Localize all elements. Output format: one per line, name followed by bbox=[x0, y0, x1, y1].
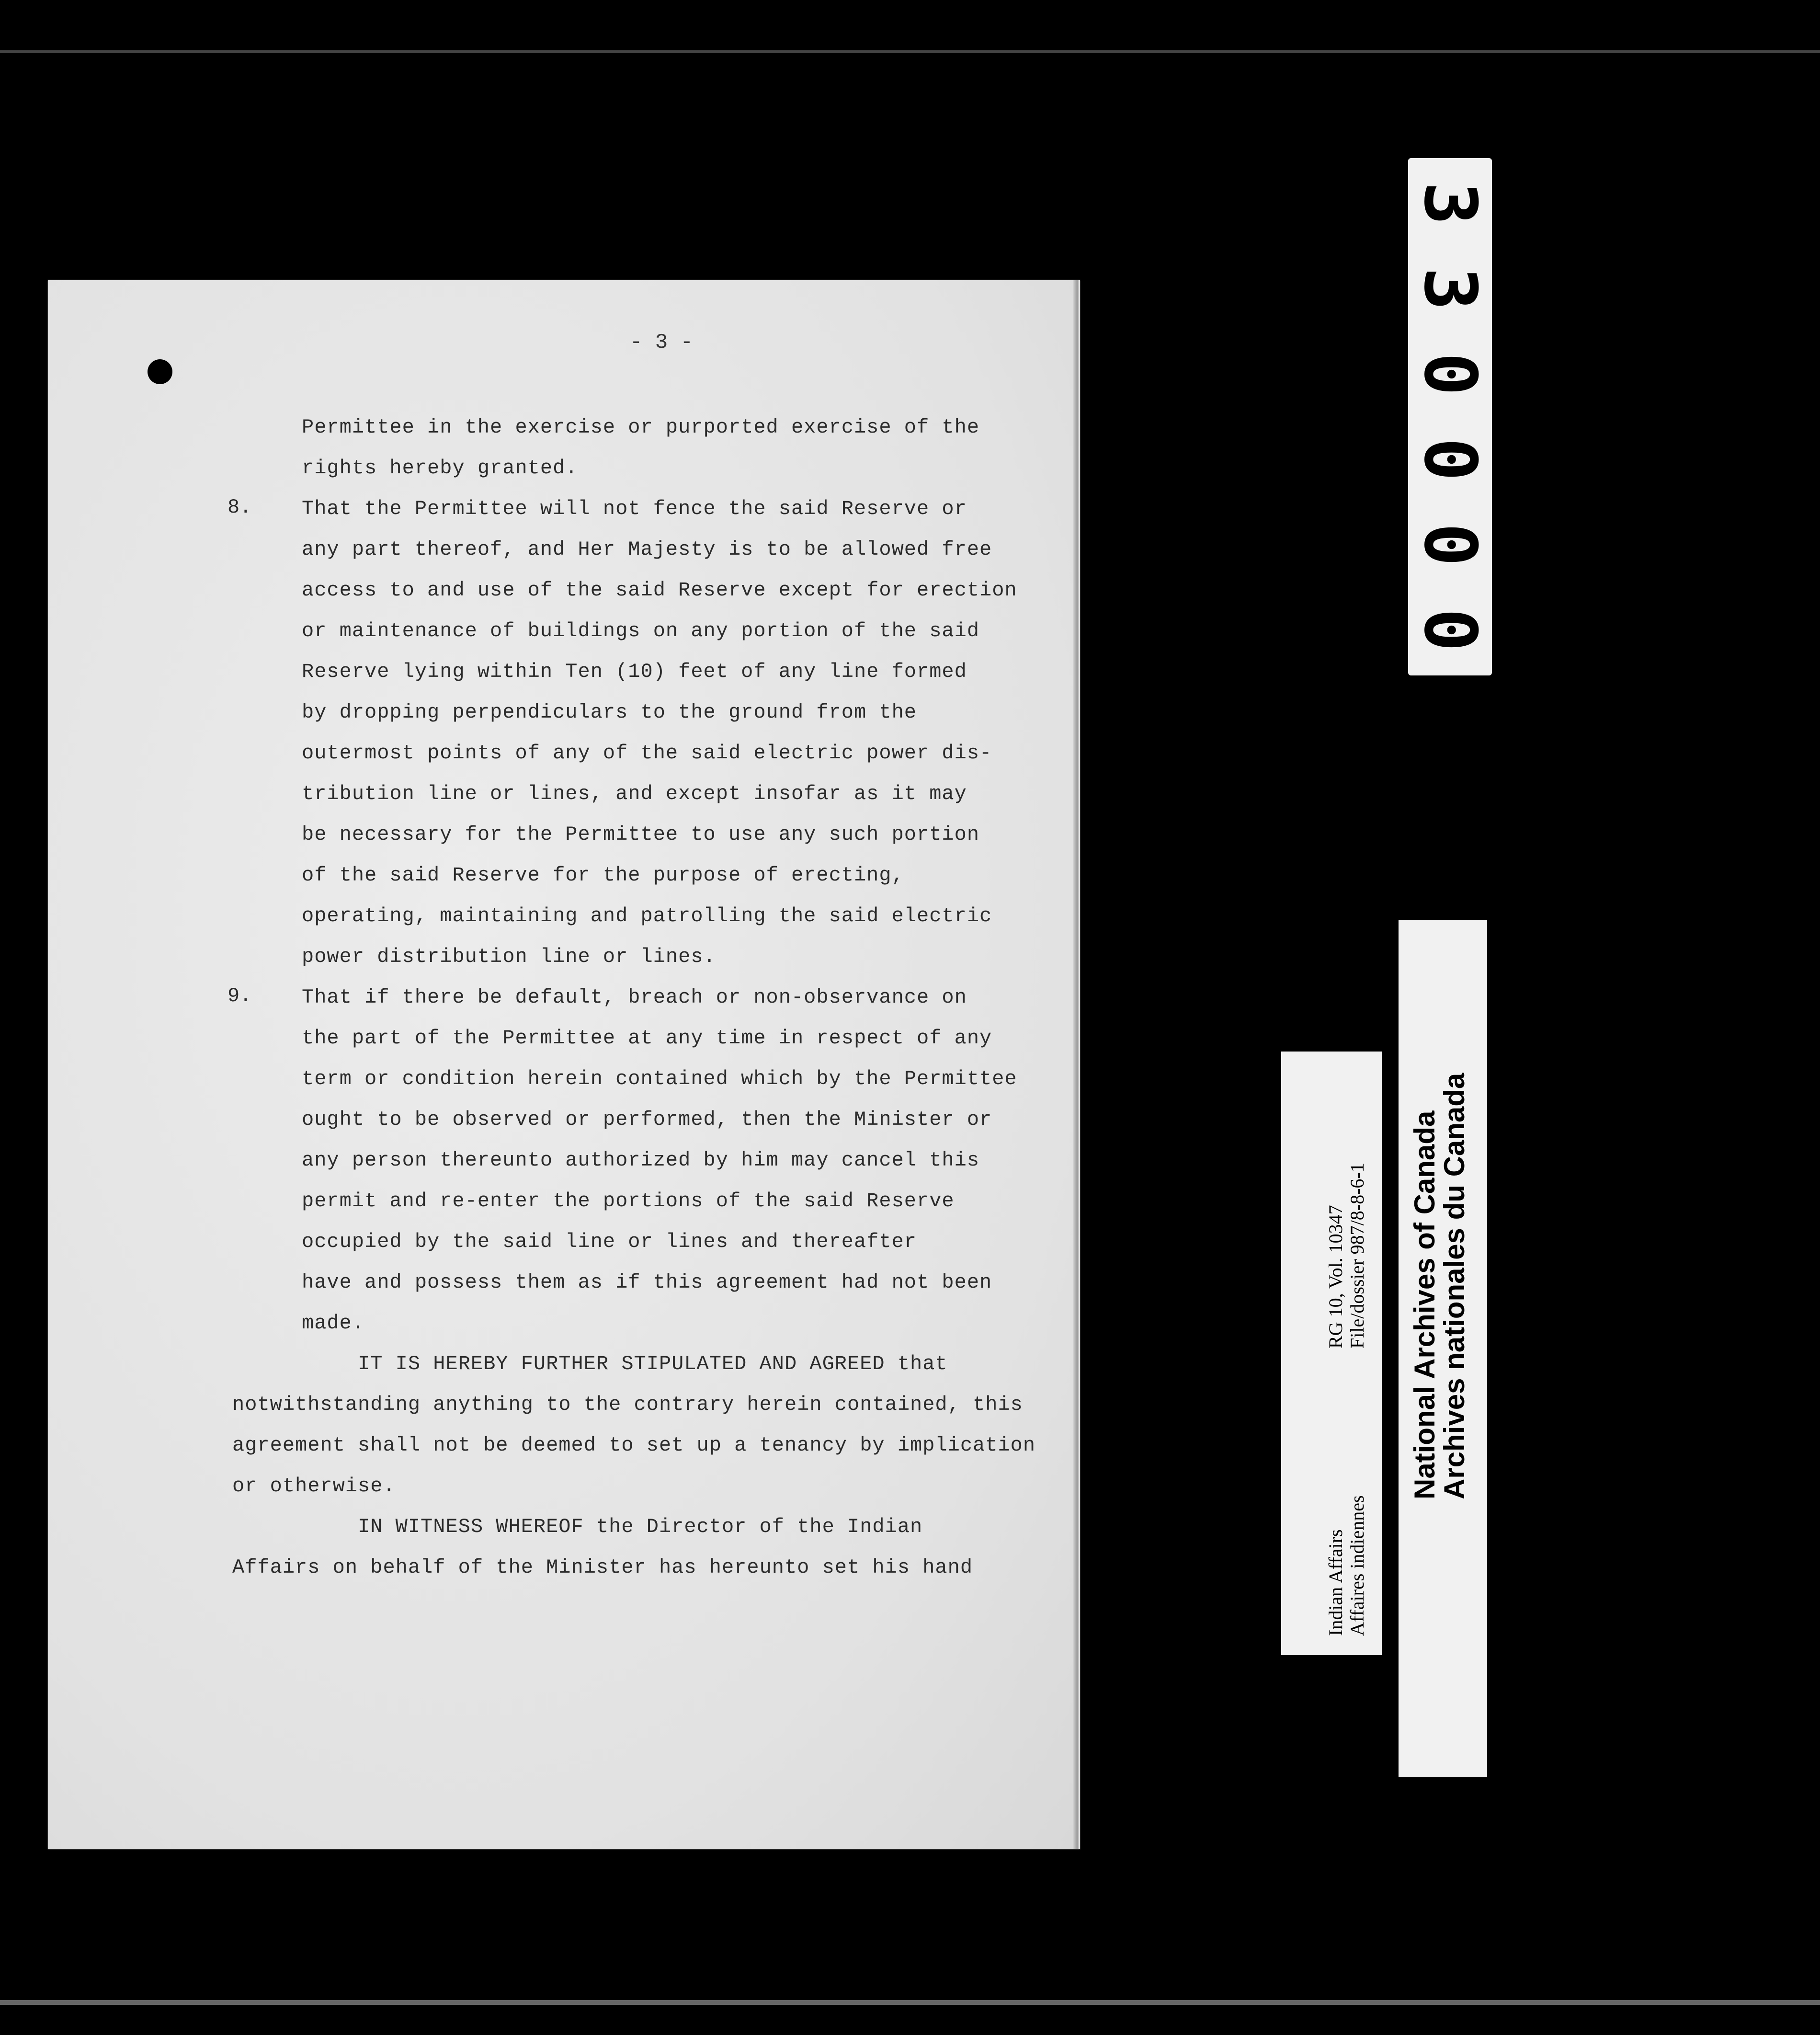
department-fr: Affaires indiennes bbox=[1346, 1495, 1368, 1636]
clause-number: 8. bbox=[228, 496, 252, 519]
reference-file: File/dossier 987/8-8-6-1 bbox=[1346, 1163, 1368, 1349]
document-page bbox=[48, 280, 1080, 1849]
text-line: IT IS HEREBY FURTHER STIPULATED AND AGREED that bbox=[232, 1352, 948, 1375]
text-line: or otherwise. bbox=[232, 1475, 396, 1498]
text-line: agreement shall not be deemed to set up a tenancy by implication bbox=[232, 1434, 1036, 1457]
text-line: Permittee in the exercise or purported exercise of the bbox=[302, 416, 980, 439]
text-line: IN WITNESS WHEREOF the Director of the Indian bbox=[232, 1515, 923, 1538]
film-edge-top bbox=[0, 50, 1820, 53]
frame-number bbox=[1408, 168, 1492, 666]
department-en: Indian Affairs bbox=[1325, 1529, 1346, 1636]
text-line: any person thereunto authorized by him may cancel this bbox=[302, 1149, 980, 1172]
text-line: That the Permittee will not fence the said Reserve or bbox=[302, 497, 967, 520]
text-line: That if there be default, breach or non-observance on bbox=[302, 986, 967, 1009]
text-line: be necessary for the Permittee to use any such portion bbox=[302, 823, 980, 846]
stipulation-and-witness bbox=[232, 1344, 1035, 1588]
text-line: outermost points of any of the said electric power dis- bbox=[302, 742, 992, 765]
text-line: or maintenance of buildings on any portion of the said bbox=[302, 619, 980, 642]
clause-9 bbox=[302, 977, 1017, 1344]
punch-hole bbox=[148, 359, 172, 384]
archives-name-en: National Archives of Canada bbox=[1409, 1110, 1441, 1499]
text-line: Affairs on behalf of the Minister has hereunto set his hand bbox=[232, 1556, 973, 1579]
archives-name-fr: Archives nationales du Canada bbox=[1438, 1073, 1470, 1499]
frame-digit: 0 bbox=[1408, 523, 1492, 567]
reference-volume: RG 10, Vol. 10347 bbox=[1325, 1205, 1346, 1349]
text-line: any part thereof, and Her Majesty is to be allowed free bbox=[302, 538, 992, 561]
text-line: access to and use of the said Reserve except for erection bbox=[302, 579, 1017, 602]
text-line: occupied by the said line or lines and thereafter bbox=[302, 1230, 917, 1253]
frame-digit: 3 bbox=[1408, 182, 1492, 226]
page-number: - 3 - bbox=[630, 331, 694, 354]
text-line: the part of the Permittee at any time in respect of any bbox=[302, 1027, 992, 1050]
text-line: of the said Reserve for the purpose of erecting, bbox=[302, 864, 904, 887]
text-line: made. bbox=[302, 1312, 365, 1335]
frame-number-strip bbox=[1408, 158, 1492, 675]
text-line: term or condition herein contained which by the Permittee bbox=[302, 1067, 1017, 1090]
text-line: by dropping perpendiculars to the ground from the bbox=[302, 701, 917, 724]
text-line: Reserve lying within Ten (10) feet of any line formed bbox=[302, 660, 967, 683]
frame-digit: 3 bbox=[1408, 267, 1492, 311]
text-line: ought to be observed or performed, then the Minister or bbox=[302, 1108, 992, 1131]
film-edge-bottom bbox=[0, 2000, 1820, 2005]
archive-reference-label bbox=[1281, 1052, 1382, 1655]
page-fold bbox=[1073, 280, 1080, 1849]
text-line: notwithstanding anything to the contrary herein contained, this bbox=[232, 1393, 1023, 1416]
frame-digit: 0 bbox=[1408, 437, 1492, 481]
text-line: operating, maintaining and patrolling the said electric bbox=[302, 904, 992, 927]
text-line: tribution line or lines, and except insofar as it may bbox=[302, 782, 967, 805]
text-line: power distribution line or lines. bbox=[302, 945, 716, 968]
clause-8 bbox=[302, 489, 1017, 977]
text-line: rights hereby granted. bbox=[302, 457, 578, 480]
national-archives-label bbox=[1399, 920, 1487, 1777]
clause-number: 9. bbox=[228, 984, 252, 1007]
text-line: have and possess them as if this agreement had not been bbox=[302, 1271, 992, 1294]
frame-digit: 0 bbox=[1408, 608, 1492, 652]
paragraph-continuation bbox=[302, 407, 979, 489]
text-line: permit and re-enter the portions of the said Reserve bbox=[302, 1189, 955, 1212]
frame-digit: 0 bbox=[1408, 352, 1492, 396]
